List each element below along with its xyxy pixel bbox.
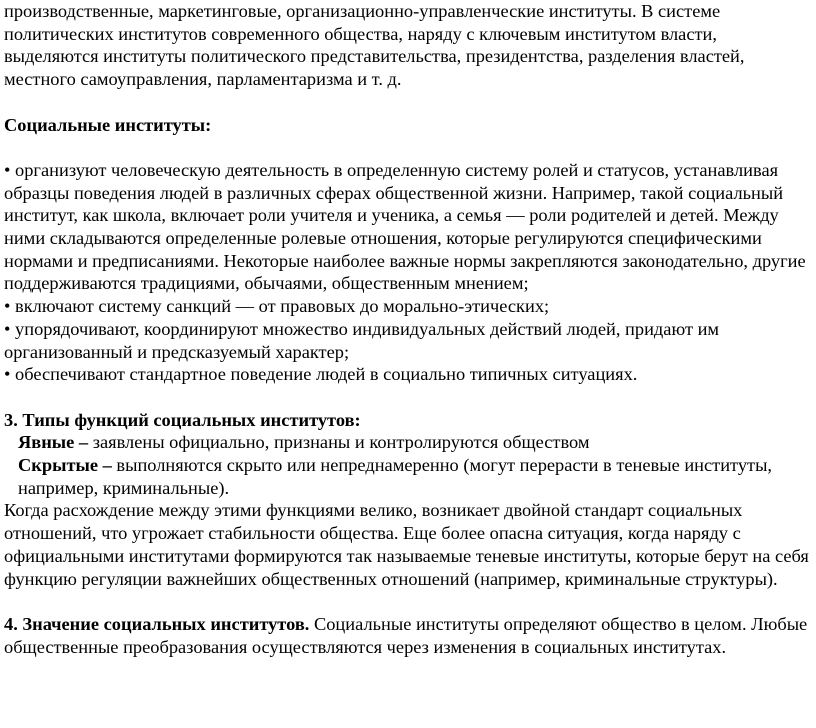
hidden-functions-text: выполняются скрыто или непреднамеренно (могут перерасти в теневые институты, например, криминальные). (18, 455, 773, 498)
significance-heading: 4. Значение социальных институтов. (4, 613, 310, 634)
explicit-functions-term: Явные – (18, 432, 89, 453)
functions-heading-text: 3. Типы функций социальных институтов: (4, 409, 361, 430)
spacer (4, 386, 812, 409)
significance-paragraph (4, 613, 812, 658)
document-page (4, 0, 812, 658)
hidden-functions-term: Скрытые – (18, 455, 112, 476)
spacer (4, 91, 812, 114)
hidden-functions-item (4, 454, 812, 499)
bullet-item-roles: • организуют человеческую деятельность в определенную систему ролей и статусов, устанавливая образцы поведения людей в различных сферах общественной жизни. Например, такой социальный институт, как школа, включает роли учителя и ученика, а семья — роли родителей и детей. Между ними складываются определенные ролевые отношения, которые регулируются специфическими нормами и предписаниями. Некоторые наиболее важные нормы закрепляются законодательно, другие поддерживаются традициями, обычаями, общественным мнением; (4, 159, 806, 294)
spacer (4, 136, 812, 159)
significance-text: Социальные институты определяют общество в целом. Любые общественные преобразования осуществляются через изменения в социальных институтах. (4, 613, 808, 657)
double-standard-paragraph: Когда расхождение между этими функциями велико, возникает двойной стандарт социальных отношений, что угрожает стабильности общества. Еще более опасна ситуация, когда наряду с официальными институтами формируются так называемые теневые институты, которые берут на себя функцию регуляции важнейших общественных отношений (например, криминальные структуры). (4, 500, 809, 589)
explicit-functions-item (4, 431, 812, 454)
spacer (4, 590, 812, 613)
social-institutions-heading-text: Социальные институты: (4, 114, 212, 135)
social-institutions-heading (4, 114, 812, 137)
bullet-item-coordination: • упорядочивают, координируют множество индивидуальных действий людей, придают им организованный и предсказуемый характер; (4, 318, 720, 362)
bullet-item-standard-behavior: • обеспечивают стандартное поведение людей в социально типичных ситуациях. (4, 364, 638, 385)
functions-heading (4, 409, 812, 432)
explicit-functions-text: заявлены официально, признаны и контролируются обществом (88, 432, 590, 453)
intro-paragraph: производственные, маркетинговые, организационно-управленческие институты. В системе политических институтов современного общества, наряду с ключевым институтом власти, выделяются институты политического представительства, президентства, разделения властей, местного самоуправления, парламентаризма и т. д. (4, 1, 745, 90)
bullet-item-sanctions: • включают систему санкций — от правовых до морально-этических; (4, 296, 550, 317)
